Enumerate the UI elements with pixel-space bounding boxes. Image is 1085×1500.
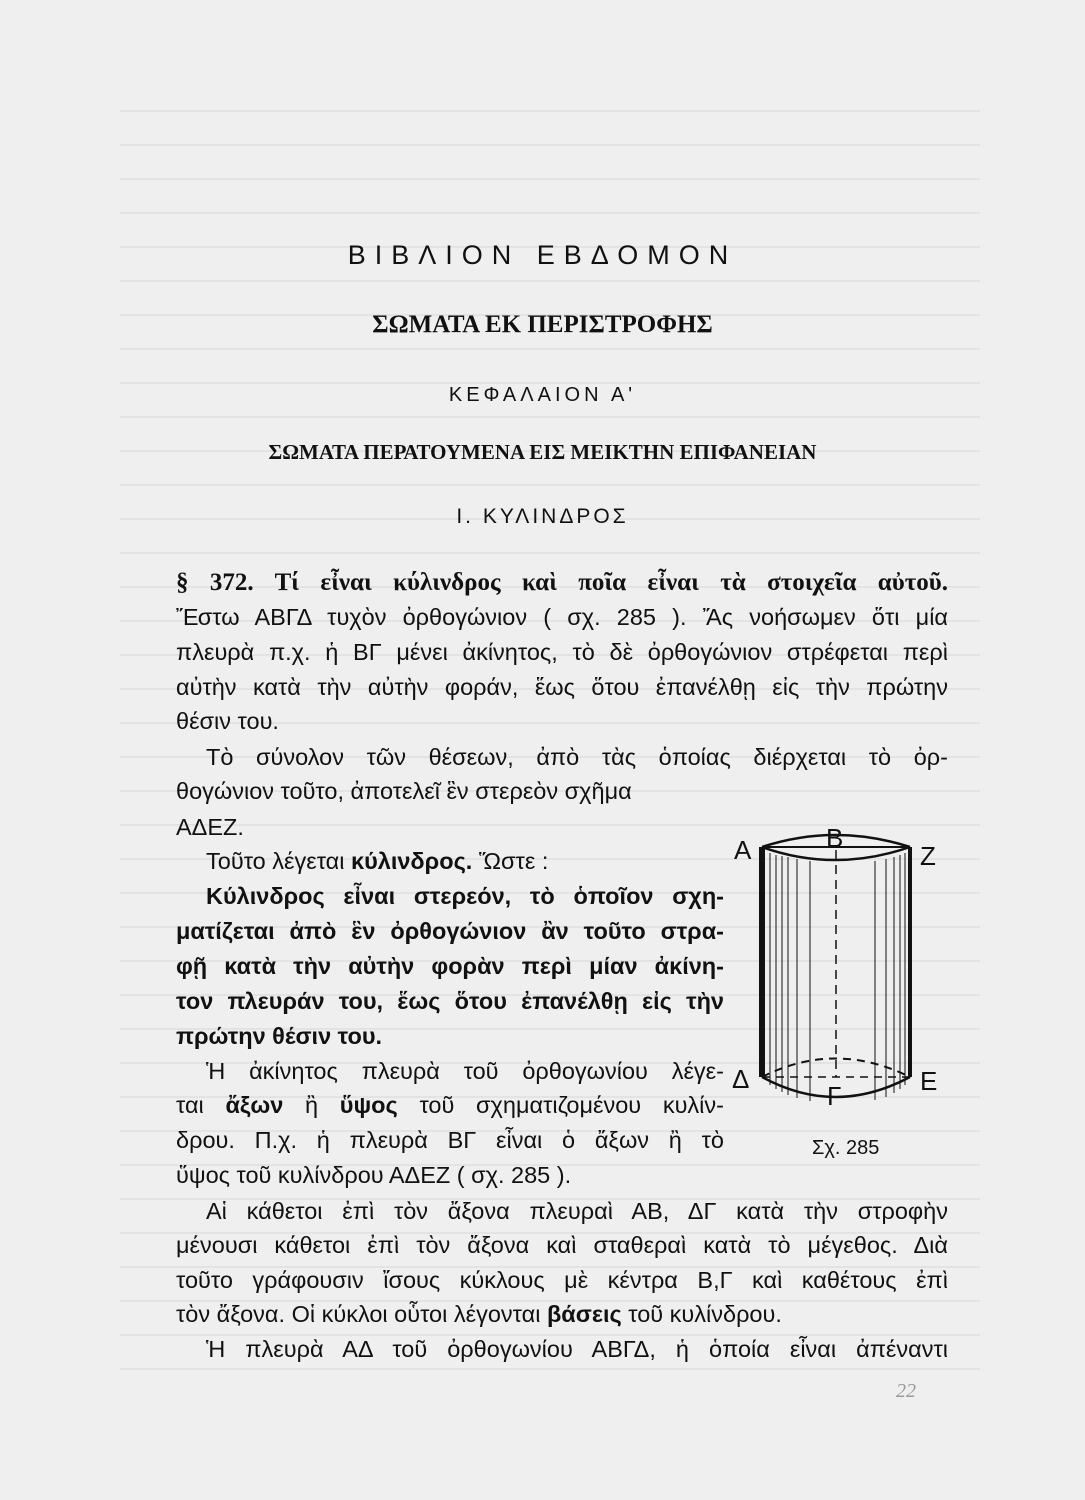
text-segment: τοῦ σχηματιζομένου κυλίν- (397, 1092, 724, 1118)
bold-term: βάσεις (546, 1301, 622, 1327)
text-line (176, 1265, 948, 1295)
bold-term: κύλινδρος. (350, 848, 473, 874)
label-b: Β (826, 823, 844, 853)
label-a: Α (734, 835, 752, 865)
text-line (176, 1090, 724, 1120)
text-line (176, 672, 948, 702)
figure-caption: Σχ. 285 (812, 1137, 880, 1159)
bold-term: τον πλευράν του, ἕως ὅτου ἐπανέλθῃ εἰς τὴν (176, 988, 724, 1014)
text-segment: Ὥστε : (472, 848, 549, 874)
text-line (176, 1125, 724, 1155)
bold-term: Κύλινδρος εἶναι στερεόν, τὸ ὁποῖον σχη- (206, 883, 724, 909)
text-line (176, 776, 724, 806)
text-line (176, 637, 948, 667)
text-segment: Ἡ πλευρὰ ΑΔ τοῦ ὀρθογωνίου ΑΒΓΔ, ἡ ὁποία εἶναι ἀπέναντι (206, 1336, 948, 1362)
text-segment: μένουσι κάθετοι ἐπὶ τὸν ἄξονα καὶ σταθεραὶ κατὰ τὸ μέγεθος. Διὰ (176, 1232, 948, 1258)
text-segment: θογώνιον τοῦτο, ἀποτελεῖ ἓν στερεὸν σχῆμα (176, 778, 632, 804)
text-segment: τοῦτο γράφουσιν ἴσους κύκλους μὲ κέντρα Β,Γ καὶ καθέτους ἐπὶ (176, 1267, 948, 1293)
text-line (176, 602, 948, 632)
text-segment: τὸν ἄξονα. Οἱ κύκλοι οὗτοι λέγονται (176, 1301, 547, 1327)
text-line (176, 916, 724, 946)
text-line (176, 986, 724, 1016)
text-line (206, 742, 948, 772)
text-segment: ται (176, 1092, 226, 1118)
label-delta: Δ (732, 1064, 750, 1094)
text-line (176, 1299, 948, 1329)
text-segment: πλευρὰ π.χ. ἡ ΒΓ μένει ἀκίνητος, τὸ δὲ ὀρθογώνιον στρέφεται περὶ (176, 639, 948, 665)
label-gamma: Γ (827, 1081, 842, 1111)
chapter-title: ΣΩΜΑΤΑ ΠΕΡΑΤΟΥΜΕΝΑ ΕΙΣ ΜΕΙΚΤΗΝ ΕΠΙΦΑΝΕΙΑΝ (268, 440, 817, 464)
text-line (176, 1230, 948, 1260)
text-line (176, 706, 948, 736)
bold-term: § 372. Τί εἶναι κύλινδρος καὶ ποῖα εἶναι τὰ στοιχεῖα αὐτοῦ. (176, 569, 948, 596)
text-segment: θέσιν του. (176, 708, 279, 734)
label-e: Ε (920, 1066, 938, 1096)
text-segment: Ἡ ἀκίνητος πλευρὰ τοῦ ὀρθογωνίου λέγε- (206, 1058, 724, 1084)
label-z: Ζ (920, 841, 936, 871)
text-line (176, 1160, 724, 1190)
text-segment: ὕψος τοῦ κυλίνδρου ΑΔΕΖ ( σχ. 285 ). (176, 1162, 572, 1188)
paragraph-heading (176, 568, 948, 598)
text-line (206, 1196, 948, 1226)
text-line (176, 812, 724, 842)
text-line (206, 1334, 948, 1364)
page-number: 22 (896, 1380, 916, 1402)
text-segment: αὐτὴν κατὰ τὴν αὐτὴν φοράν, ἕως ὅτου ἐπανέλθῃ εἰς τὴν πρώτην (176, 674, 948, 700)
text-line (176, 951, 724, 981)
part-title: ΣΩΜΑΤΑ ΕΚ ΠΕΡΙΣΤΡΟΦΗΣ (372, 311, 713, 338)
text-line (206, 846, 724, 876)
text-segment: τοῦ κυλίνδρου. (621, 1301, 782, 1327)
text-segment: Τὸ σύνολον τῶν θέσεων, ἀπὸ τὰς ὁποίας διέρχεται τὸ ὀρ- (206, 744, 948, 770)
text-segment: Τοῦτο λέγεται (206, 848, 351, 874)
chapter-label: ΚΕΦΑΛΑΙΟΝ Α' (448, 384, 637, 406)
bold-term: πρώτην θέσιν του. (176, 1023, 383, 1049)
text-segment: Ἔστω ΑΒΓΔ τυχὸν ὀρθογώνιον ( σχ. 285 ). Ἄς νοήσωμεν ὅτι μία (176, 604, 948, 630)
bold-term: ματίζεται ἀπὸ ἓν ὀρθογώνιον ἂν τοῦτο στρα- (176, 918, 724, 944)
text-segment: Αἱ κάθετοι ἐπὶ τὸν ἄξονα πλευραὶ ΑΒ, ΔΓ κατὰ τὴν στροφὴν (206, 1198, 948, 1224)
text-segment: δρου. Π.χ. ἡ πλευρὰ ΒΓ εἶναι ὁ ἄξων ἢ τὸ (176, 1127, 724, 1153)
text-segment: ἢ (283, 1092, 340, 1118)
text-line (206, 881, 724, 911)
text-line (206, 1056, 724, 1086)
text-line (176, 1021, 724, 1051)
bold-term: φῇ κατὰ τὴν αὐτὴν φορὰν περὶ μίαν ἀκίνη- (176, 953, 724, 979)
text-segment: ΑΔΕΖ. (176, 814, 244, 840)
bold-term: ὕψος (339, 1092, 398, 1118)
cylinder-figure (730, 815, 950, 1135)
section-title: Ι. ΚΥΛΙΝΔΡΟΣ (456, 505, 629, 528)
bold-term: ἄξων (225, 1092, 284, 1118)
book-title: ΒΙΒΛΙΟΝ ΕΒΔΟΜΟΝ (347, 240, 738, 270)
